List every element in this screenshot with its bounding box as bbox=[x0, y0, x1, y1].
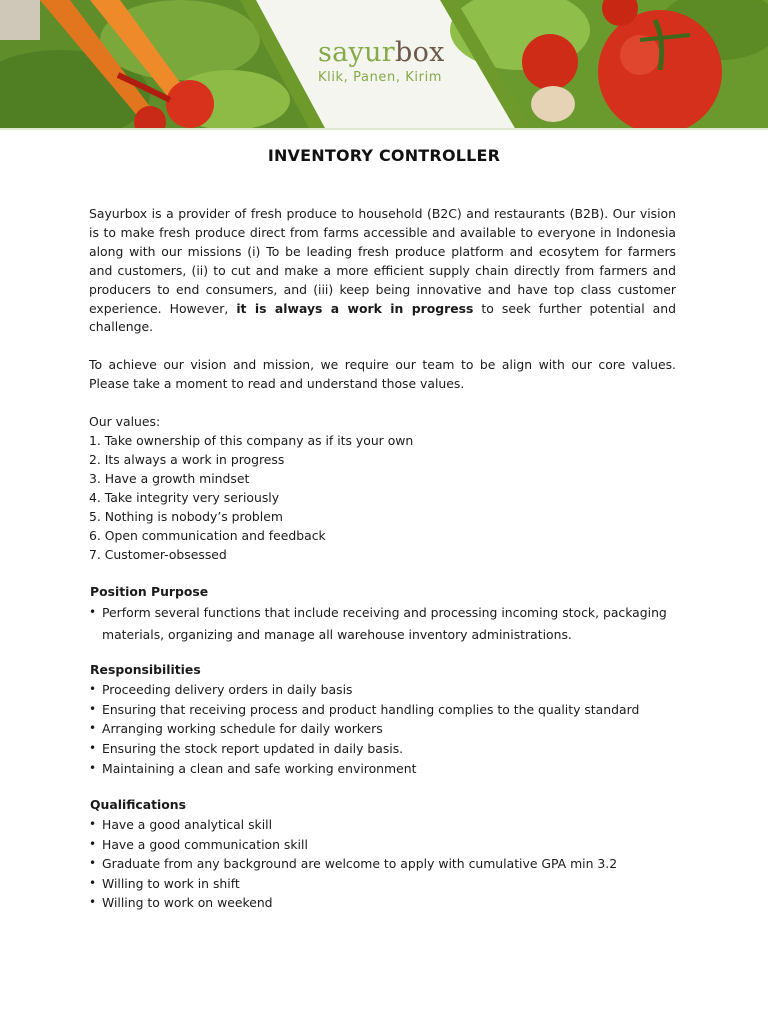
position-purpose-heading: Position Purpose bbox=[90, 584, 209, 600]
list-item: • Ensuring that receiving process and product handling complies to the quality standard bbox=[89, 700, 676, 720]
qualifications-list bbox=[89, 815, 676, 913]
bullet-icon: • bbox=[89, 895, 97, 910]
list-item: • Proceeding delivery orders in daily basis bbox=[89, 680, 676, 700]
list-item: • Have a good analytical skill bbox=[89, 815, 676, 835]
list-item: • Willing to work on weekend bbox=[89, 893, 676, 913]
responsibilities-heading: Responsibilities bbox=[90, 662, 201, 678]
list-item: • Arranging working schedule for daily workers bbox=[89, 719, 676, 739]
bullet-icon: • bbox=[89, 741, 97, 755]
value-item: 3. Have a growth mindset bbox=[89, 470, 250, 486]
list-item: • Ensuring the stock report updated in daily basis. bbox=[89, 739, 676, 759]
list-item: • Graduate from any background are welcome to apply with cumulative GPA min 3.2 bbox=[89, 854, 676, 874]
logo-word-box: box bbox=[395, 37, 445, 68]
bullet-icon: • bbox=[89, 682, 97, 697]
logo-wordmark bbox=[318, 38, 458, 68]
values-list bbox=[89, 413, 676, 564]
intro-text: Sayurbox is a provider of fresh produce to household (B2C) and restaurants (B2B). Our vision is to make fresh produce direct from farms accessible and available to everyone in Indonesia along with our missions (i) To be leading fresh produce platform and ecosytem for farmers and customers, (ii) to cut and make a more efficient supply chain directly from farmers and producers to end consumers, and (iii) keep being innovative and have top class customer experience. However, bbox=[89, 206, 676, 316]
value-item: 1. Take ownership of this company as if its your own bbox=[89, 433, 414, 449]
values-heading: Our values: bbox=[89, 414, 161, 430]
intro-paragraph bbox=[89, 205, 676, 337]
intro-text-end: to seek further potential and challenge. bbox=[89, 300, 676, 335]
bullet-icon: • bbox=[89, 721, 97, 736]
bullet-icon: • bbox=[89, 760, 97, 775]
value-item: 7. Customer-obsessed bbox=[89, 546, 227, 562]
value-item: 5. Nothing is nobody’s problem bbox=[89, 508, 283, 524]
bullet-icon: • bbox=[89, 856, 97, 871]
intro-bold-text: it is always a work in progress bbox=[236, 300, 474, 316]
sayurbox-logo bbox=[318, 38, 458, 85]
list-item: • Perform several functions that include receiving and processing incoming stock, packaging materials, organizing and manage all warehouse inventory administrations. bbox=[89, 602, 676, 645]
bullet-icon: • bbox=[89, 701, 97, 716]
value-item: 2. Its always a work in progress bbox=[89, 451, 285, 467]
document-body bbox=[89, 205, 676, 913]
bullet-icon: • bbox=[89, 836, 97, 851]
page-title: INVENTORY CONTROLLER bbox=[267, 146, 501, 165]
logo-word-sayur: sayur bbox=[318, 37, 396, 68]
value-item: 6. Open communication and feedback bbox=[89, 527, 326, 543]
value-item: 4. Take integrity very seriously bbox=[89, 489, 280, 505]
bullet-icon: • bbox=[89, 875, 97, 890]
responsibilities-list bbox=[89, 680, 676, 778]
qualifications-heading: Qualifications bbox=[90, 797, 186, 813]
bullet-icon: • bbox=[89, 605, 97, 620]
header-banner bbox=[0, 0, 768, 130]
list-item: • Have a good communication skill bbox=[89, 835, 676, 855]
list-item: • Willing to work in shift bbox=[89, 874, 676, 894]
position-purpose-list bbox=[89, 602, 676, 645]
bullet-icon: • bbox=[89, 817, 97, 832]
values-intro-paragraph: To achieve our vision and mission, we require our team to be align with our core values. Please take a moment to read and understand those values. bbox=[89, 357, 676, 392]
list-item: • Maintaining a clean and safe working environment bbox=[89, 759, 676, 779]
logo-tagline: Klik, Panen, Kirim bbox=[318, 70, 443, 85]
